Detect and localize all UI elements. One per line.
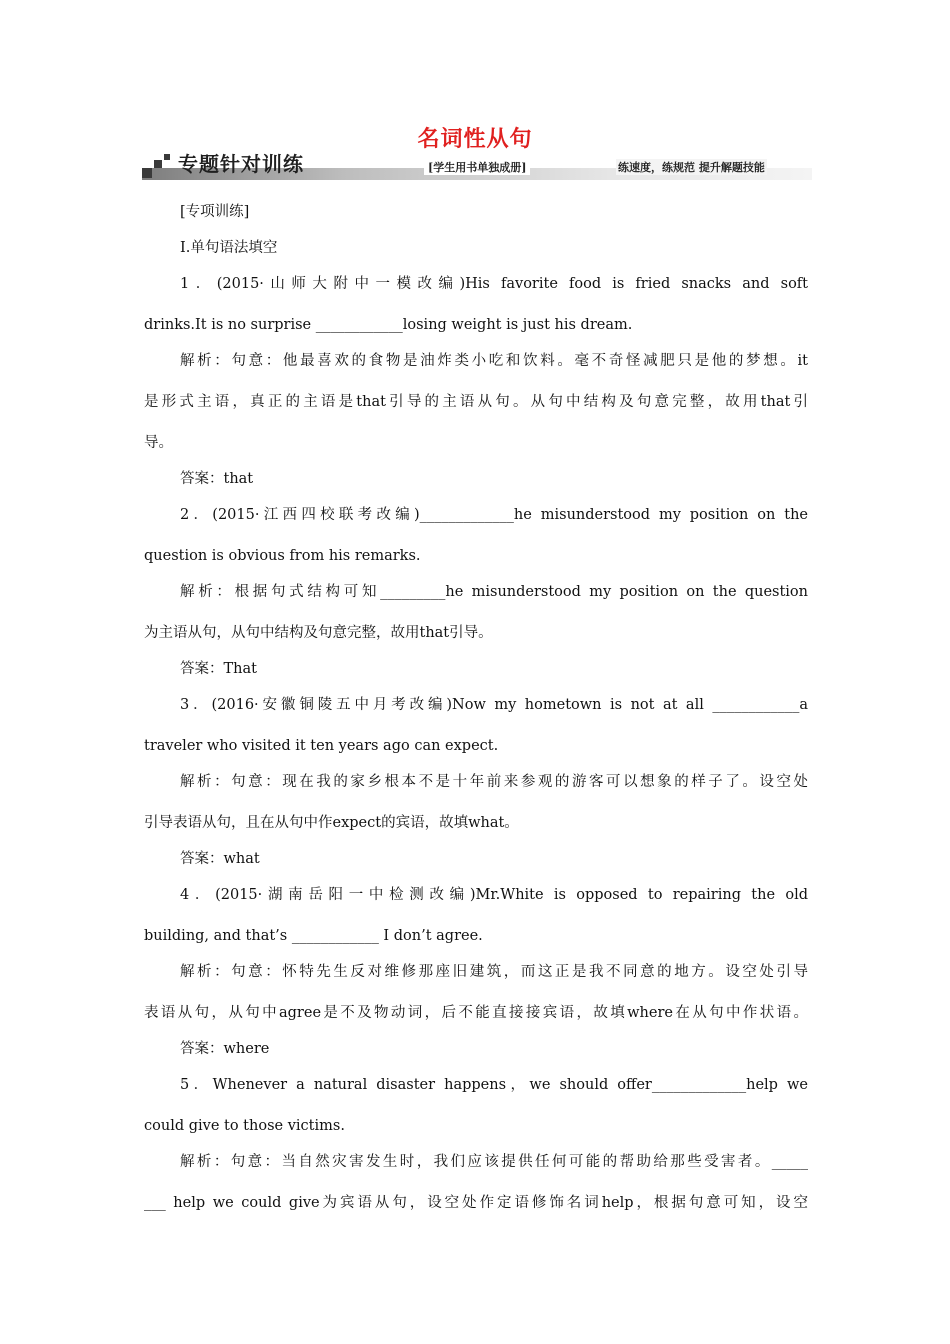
analysis-3-line-1: 解析：句意：现在我的家乡根本不是十年前来参观的游客可以想象的样子了。设空处 [180,774,808,790]
analysis-2-line-2: 为主语从句，从句中结构及句意完整，故用that引导。 [144,625,493,641]
analysis-3-line-2: 引导表语从句，且在从句中作expect的宾语，故填what。 [144,815,519,831]
question-5-line-2: could give to those victims. [144,1118,345,1134]
analysis-1-line-1: 解析：句意：他最喜欢的食物是油炸类小吃和饮料。毫不奇怪减肥只是他的梦想。it [180,353,808,369]
part-heading: Ⅰ.单句语法填空 [180,240,278,256]
banner-marks-icon [142,150,182,180]
question-4-line-2: building, and that’s ____________ I don’t agree. [144,928,483,944]
question-1-line-2: drinks.It is no surprise ____________losing weight is just his dream. [144,317,633,333]
answer-3: 答案：what [180,851,260,867]
answer-4: 答案：where [180,1041,270,1057]
banner-heading: 专题针对训练 [178,152,304,176]
answer-2: 答案：That [180,661,257,677]
analysis-4-line-1: 解析：句意：怀特先生反对维修那座旧建筑，而这正是我不同意的地方。设空处引导 [180,964,808,980]
analysis-1-line-3: 导。 [144,435,173,451]
question-1-line-1: 1．(2015·山师大附中一模改编)His favorite food is fried snacks and soft [180,276,808,292]
page-title: 名词性从句 [417,127,533,152]
analysis-5-line-1: 解析：句意：当自然灾害发生时，我们应该提供任何可能的帮助给那些受害者。_____ [180,1154,808,1170]
question-4-line-1: 4．(2015·湖南岳阳一中检测改编)Mr.White is opposed to repairing the old [180,887,808,903]
question-3-line-2: traveler who visited it ten years ago can expect. [144,738,499,754]
analysis-4-line-2: 表语从句，从句中agree是不及物动词，后不能直接接宾语，故填where在从句中作状语。 [144,1005,808,1021]
question-5-line-1: 5．Whenever a natural disaster happens，we should offer_____________help we [180,1077,808,1093]
analysis-1-line-2: 是形式主语，真正的主语是that引导的主语从句。从句中结构及句意完整，故用that引 [144,394,808,410]
answer-1: 答案：that [180,471,254,487]
question-2-line-2: question is obvious from his remarks. [144,548,421,564]
analysis-5-line-2: ___ help we could give为宾语从句，设空处作定语修饰名词help，根据句意可知，设空 [144,1195,808,1211]
banner-slogan: 练速度，练规范 提升解题技能 [618,161,765,174]
question-2-line-1: 2．(2015·江西四校联考改编)_____________he misunderstood my position on the [180,507,808,523]
banner-note: [学生用书单独成册] [424,159,530,175]
section-banner [142,146,812,188]
question-3-line-1: 3．(2016·安徽铜陵五中月考改编)Now my hometown is not at all ____________a [180,697,808,713]
section-label: [专项训练] [180,204,250,220]
analysis-2-line-1: 解析：根据句式结构可知_________he misunderstood my position on the question [180,584,808,600]
